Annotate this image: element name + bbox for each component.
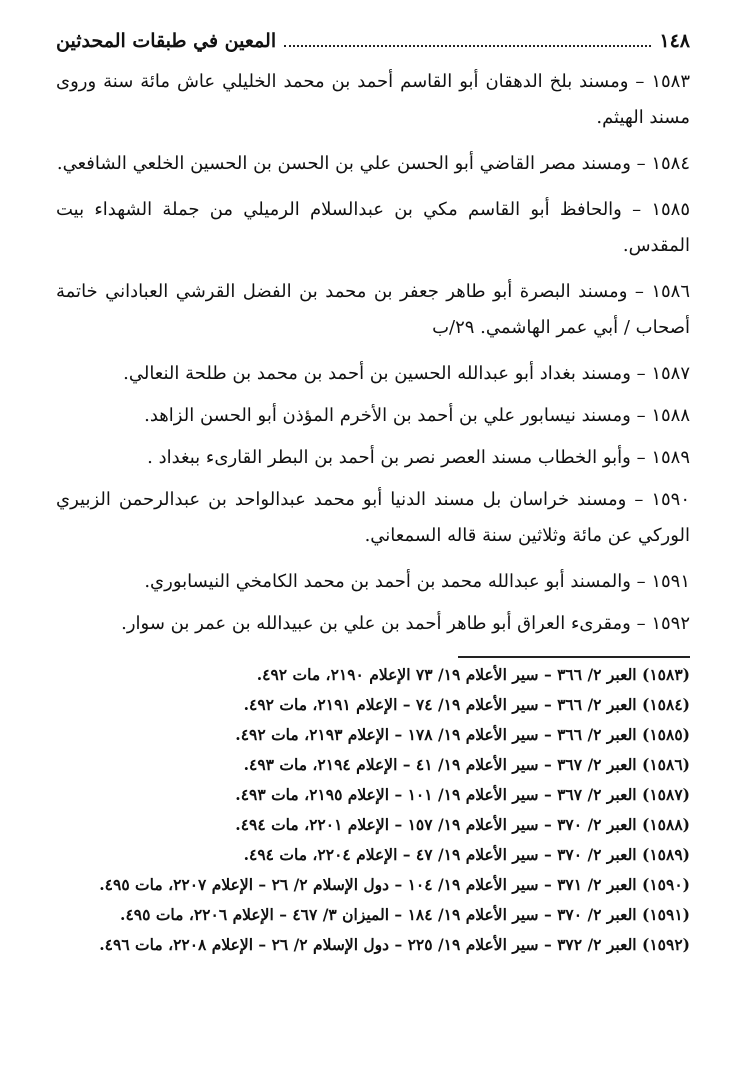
entry-1585: ١٥٨٥ – والحافظ أبو القاسم مكي بن عبدالسلام الرميلي من جملة الشهداء بيت المقدس. [56, 199, 690, 256]
footnote-1590: (١٥٩٠) العبر ٢/ ٣٧١ – سير الأعلام ١٩/ ١٠٤ – دول الإسلام ٢/ ٢٦ – الإعلام ٢٢٠٧، مات ٤٩٥. [99, 875, 690, 894]
footnote-1585: (١٥٨٥) العبر ٢/ ٣٦٦ – سير الأعلام ١٩/ ١٧٨ – الإعلام ٢١٩٣، مات ٤٩٢. [235, 725, 690, 744]
entry-1592: ١٥٩٢ – ومقرىء العراق أبو طاهر أحمد بن علي بن عبيدالله بن عمر بن سوار. [121, 613, 690, 634]
footnote-1588: (١٥٨٨) العبر ٢/ ٣٧٠ – سير الأعلام ١٩/ ١٥٧ – الإعلام ٢٢٠١، مات ٤٩٤. [235, 815, 690, 834]
header-dot-leader [284, 33, 651, 47]
entry-1591: ١٥٩١ – والمسند أبو عبدالله محمد بن أحمد بن محمد الكامخي النيسابوري. [144, 571, 690, 592]
footnote-1591: (١٥٩١) العبر ٢/ ٣٧٠ – سير الأعلام ١٩/ ١٨٤ – الميزان ٣/ ٤٦٧ – الإعلام ٢٢٠٦، مات ٤٩٥. [120, 905, 690, 924]
entry-1587: ١٥٨٧ – ومسند بغداد أبو عبدالله الحسين بن أحمد بن محمد بن طلحة النعالي. [123, 363, 690, 384]
footnote-separator [458, 656, 690, 658]
entry-1589: ١٥٨٩ – وأبو الخطاب مسند العصر نصر بن أحمد بن البطر القارىء ببغداد . [147, 447, 690, 468]
entry-1588: ١٥٨٨ – ومسند نيسابور علي بن أحمد بن الأخرم المؤذن أبو الحسن الزاهد. [144, 405, 690, 426]
entry-1583: ١٥٨٣ – ومسند بلخ الدهقان أبو القاسم أحمد بن محمد الخليلي عاش مائة سنة وروى مسند الهيثم. [56, 71, 690, 128]
footnote-1592: (١٥٩٢) العبر ٢/ ٣٧٢ – سير الأعلام ١٩/ ٢٢٥ – دول الإسلام ٢/ ٢٦ – الإعلام ٢٢٠٨، مات ٤٩٦. [99, 935, 690, 954]
page-number: ١٤٨ [659, 30, 690, 52]
biography-entries [56, 64, 690, 648]
page-header [56, 30, 690, 52]
entry-1584: ١٥٨٤ – ومسند مصر القاضي أبو الحسن علي بن الحسن بن الحسين الخلعي الشافعي. [56, 153, 690, 174]
running-title: المعين في طبقات المحدثين [56, 30, 277, 52]
footnote-1583: (١٥٨٣) العبر ٢/ ٣٦٦ – سير الأعلام ١٩/ ٧٣ الإعلام ٢١٩٠، مات ٤٩٢. [256, 665, 690, 684]
footnotes [56, 660, 690, 960]
entry-1590: ١٥٩٠ – ومسند خراسان بل مسند الدنيا أبو محمد عبدالواحد بن عبدالرحمن الزبيري الوركي عن مائة وثلاثين سنة قاله السمعاني. [56, 489, 690, 546]
footnote-1584: (١٥٨٤) العبر ٢/ ٣٦٦ – سير الأعلام ١٩/ ٧٤ – الإعلام ٢١٩١، مات ٤٩٢. [243, 695, 690, 714]
footnote-1586: (١٥٨٦) العبر ٢/ ٣٦٧ – سير الأعلام ١٩/ ٤١ – الإعلام ٢١٩٤، مات ٤٩٣. [243, 755, 690, 774]
entry-1586: ١٥٨٦ – ومسند البصرة أبو طاهر جعفر بن محمد بن الفضل القرشي العباداني خاتمة أصحاب / أبي عمر الهاشمي. ٢٩/ب [56, 281, 690, 338]
footnote-1587: (١٥٨٧) العبر ٢/ ٣٦٧ – سير الأعلام ١٩/ ١٠١ – الإعلام ٢١٩٥، مات ٤٩٣. [235, 785, 690, 804]
footnote-1589: (١٥٨٩) العبر ٢/ ٣٧٠ – سير الأعلام ١٩/ ٤٧ – الإعلام ٢٢٠٤، مات ٤٩٤. [243, 845, 690, 864]
